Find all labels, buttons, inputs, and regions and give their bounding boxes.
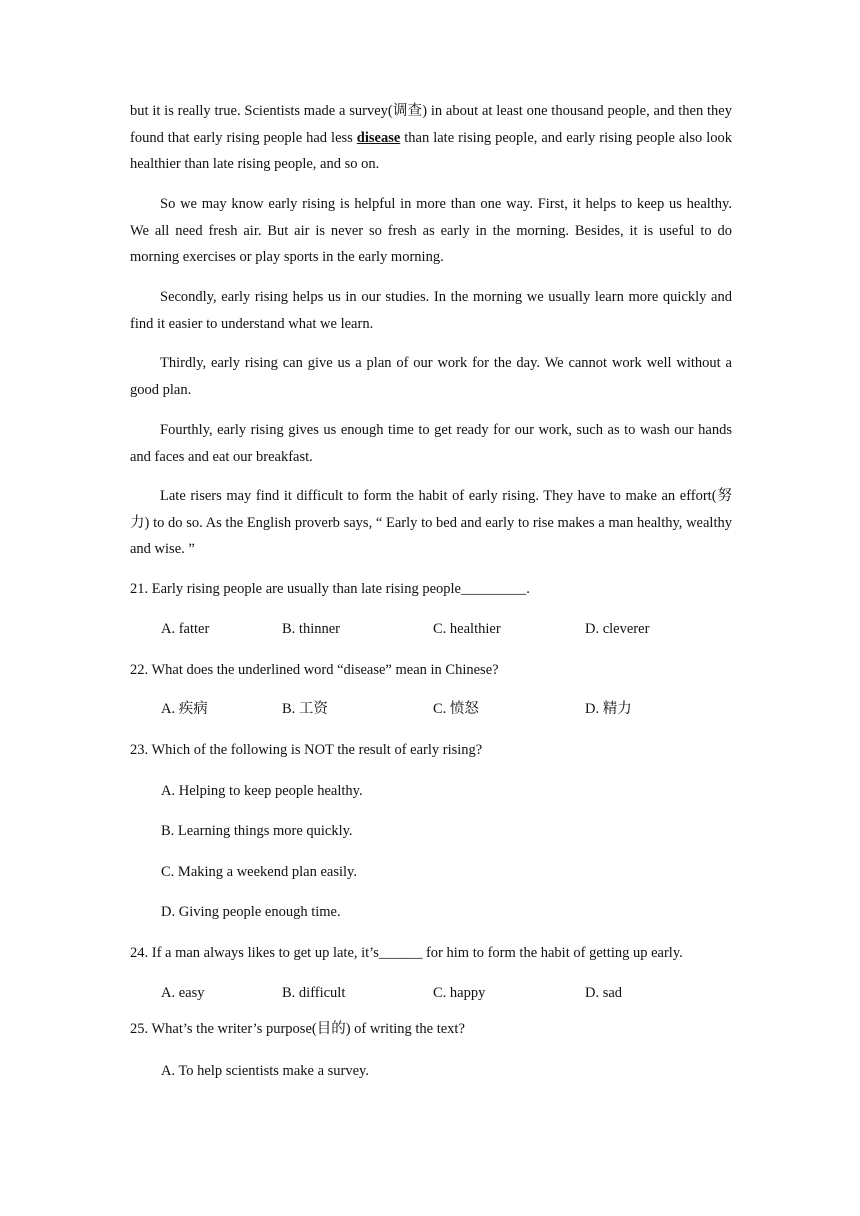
question-25-stem: 25. What’s the writer’s purpose(目的) of writing the text? bbox=[130, 1021, 465, 1037]
question-22-stem: 22. What does the underlined word “disease” mean in Chinese? bbox=[130, 662, 499, 678]
passage-paragraph-1 bbox=[130, 98, 732, 178]
option-d[interactable]: D. sad bbox=[585, 985, 623, 1001]
option-c[interactable]: C. happy bbox=[433, 985, 486, 1001]
option-a[interactable]: A. fatter bbox=[161, 621, 210, 637]
option-c[interactable]: C. 愤怒 bbox=[433, 701, 479, 717]
option-a[interactable]: A. Helping to keep people healthy. bbox=[161, 783, 363, 799]
option-a[interactable]: A. To help scientists make a survey. bbox=[161, 1063, 369, 1079]
option-c[interactable]: C. Making a weekend plan easily. bbox=[161, 864, 357, 880]
option-d[interactable]: D. cleverer bbox=[585, 621, 650, 637]
option-a[interactable]: A. 疾病 bbox=[161, 701, 208, 717]
passage-paragraph-3: Secondly, early rising helps us in our studies. In the morning we usually learn more quickly and find it easier to understand what we learn. bbox=[130, 289, 732, 332]
passage-paragraph-4: Thirdly, early rising can give us a plan of our work for the day. We cannot work well without a good plan. bbox=[130, 355, 732, 398]
question-22-options bbox=[161, 699, 721, 719]
passage-p1-end: than late rising people, and early rising people also look healthier than late rising people, and so on. bbox=[130, 129, 732, 172]
option-b[interactable]: B. 工资 bbox=[282, 701, 328, 717]
passage-paragraph-6: Late risers may find it difficult to form the habit of early rising. They have to make an effort(努力) to do so. As the English proverb says, “ Early to bed and early to rise makes a man healthy, wealthy and wise. ” bbox=[130, 488, 732, 557]
passage-paragraph-5: Fourthly, early rising gives us enough time to get ready for our work, such as to wash our hands and faces and eat our breakfast. bbox=[130, 422, 732, 465]
passage-paragraph-2: So we may know early rising is helpful in more than one way. First, it helps to keep us healthy. We all need fresh air. But air is never so fresh as early in the morning. Besides, it is useful to do morning exercises or play sports in the early morning. bbox=[130, 196, 732, 265]
option-b[interactable]: B. difficult bbox=[282, 985, 346, 1001]
question-23-stem: 23. Which of the following is NOT the result of early rising? bbox=[130, 742, 483, 758]
passage-p1-start: but it is really true. Scientists made a survey(调查) in about at least one thousand people, and then they found that early rising people had less bbox=[130, 103, 732, 146]
option-d[interactable]: D. Giving people enough time. bbox=[161, 904, 341, 920]
underlined-word-disease: disease bbox=[356, 129, 401, 146]
question-24-options bbox=[161, 983, 721, 1003]
option-b[interactable]: B. Learning things more quickly. bbox=[161, 823, 353, 839]
question-21-stem: 21. Early rising people are usually than late rising people_________. bbox=[130, 581, 530, 597]
option-c[interactable]: C. healthier bbox=[433, 621, 501, 637]
option-b[interactable]: B. thinner bbox=[282, 621, 340, 637]
option-d[interactable]: D. 精力 bbox=[585, 701, 632, 717]
question-21-options bbox=[161, 619, 721, 639]
question-24-stem: 24. If a man always likes to get up late, it’s______ for him to form the habit of getting up early. bbox=[130, 945, 683, 961]
option-a[interactable]: A. easy bbox=[161, 985, 205, 1001]
